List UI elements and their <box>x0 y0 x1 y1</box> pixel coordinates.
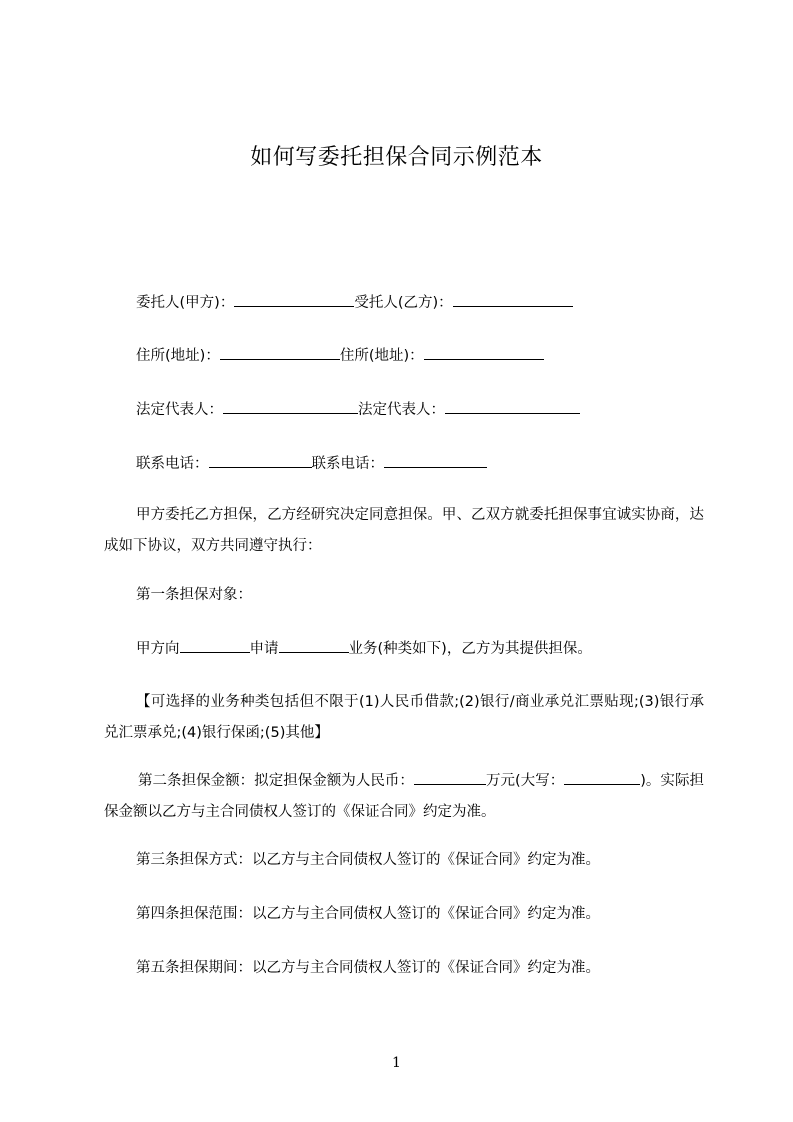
intro-paragraph: 甲方委托乙方担保，乙方经研究决定同意担保。甲、乙双方就委托担保事宜诚实协商，达成如下协议，双方共同遵守执行： <box>104 507 704 554</box>
page-number: 1 <box>392 1055 401 1071</box>
address-b-label: 住所(地址)： <box>339 348 424 364</box>
amount-words-blank[interactable] <box>564 770 640 785</box>
phone-line <box>136 453 487 474</box>
rep-b-label: 法定代表人： <box>358 402 445 418</box>
article3: 第三条担保方式：以乙方与主合同债权人签订的《保证合同》约定为准。 <box>136 852 600 868</box>
phone-a-blank[interactable] <box>209 453 312 468</box>
business-types-note: 【可选择的业务种类包括但不限于(1)人民币借款;(2)银行/商业承兑汇票贴现;(3)银行承兑汇票承兑;(4)银行保函;(5)其他】 <box>104 694 704 741</box>
party-b-blank[interactable] <box>453 292 573 307</box>
article1-heading: 第一条担保对象： <box>136 587 252 603</box>
applicant-target-blank[interactable] <box>180 638 250 653</box>
article2-part1: 第二条担保金额：拟定担保金额为人民币： <box>138 773 414 789</box>
article5: 第五条担保期间：以乙方与主合同债权人签订的《保证合同》约定为准。 <box>136 960 600 976</box>
article2-part3: )。实际担保金额以乙方与主合同债权人签订的《保证合同》约定为准。 <box>104 773 704 820</box>
article1-part1: 甲方向 <box>136 641 180 657</box>
party-a-blank[interactable] <box>234 292 354 307</box>
article1-part2: 申请 <box>249 641 279 657</box>
party-line <box>136 292 573 313</box>
phone-b-blank[interactable] <box>384 453 487 468</box>
address-line <box>136 345 544 366</box>
address-a-label: 住所(地址)： <box>136 348 220 364</box>
rep-b-blank[interactable] <box>445 399 580 414</box>
document-title: 如何写委托担保合同示例范本 <box>250 145 543 170</box>
party-b-label: 受托人(乙方)： <box>354 295 453 311</box>
party-a-label: 委托人(甲方)： <box>136 295 235 311</box>
phone-b-label: 联系电话： <box>311 456 384 472</box>
representative-line <box>136 399 580 420</box>
amount-blank[interactable] <box>414 770 486 785</box>
address-b-blank[interactable] <box>424 345 544 360</box>
article1-body <box>136 638 592 659</box>
article2-paragraph <box>104 766 704 828</box>
article1-part3: 业务(种类如下)，乙方为其提供担保。 <box>348 641 592 657</box>
address-a-blank[interactable] <box>220 345 340 360</box>
rep-a-blank[interactable] <box>223 399 358 414</box>
rep-a-label: 法定代表人： <box>136 402 223 418</box>
article4: 第四条担保范围：以乙方与主合同债权人签订的《保证合同》约定为准。 <box>136 906 600 922</box>
phone-a-label: 联系电话： <box>136 456 209 472</box>
article2-part2: 万元(大写： <box>485 773 565 789</box>
business-blank[interactable] <box>279 638 349 653</box>
